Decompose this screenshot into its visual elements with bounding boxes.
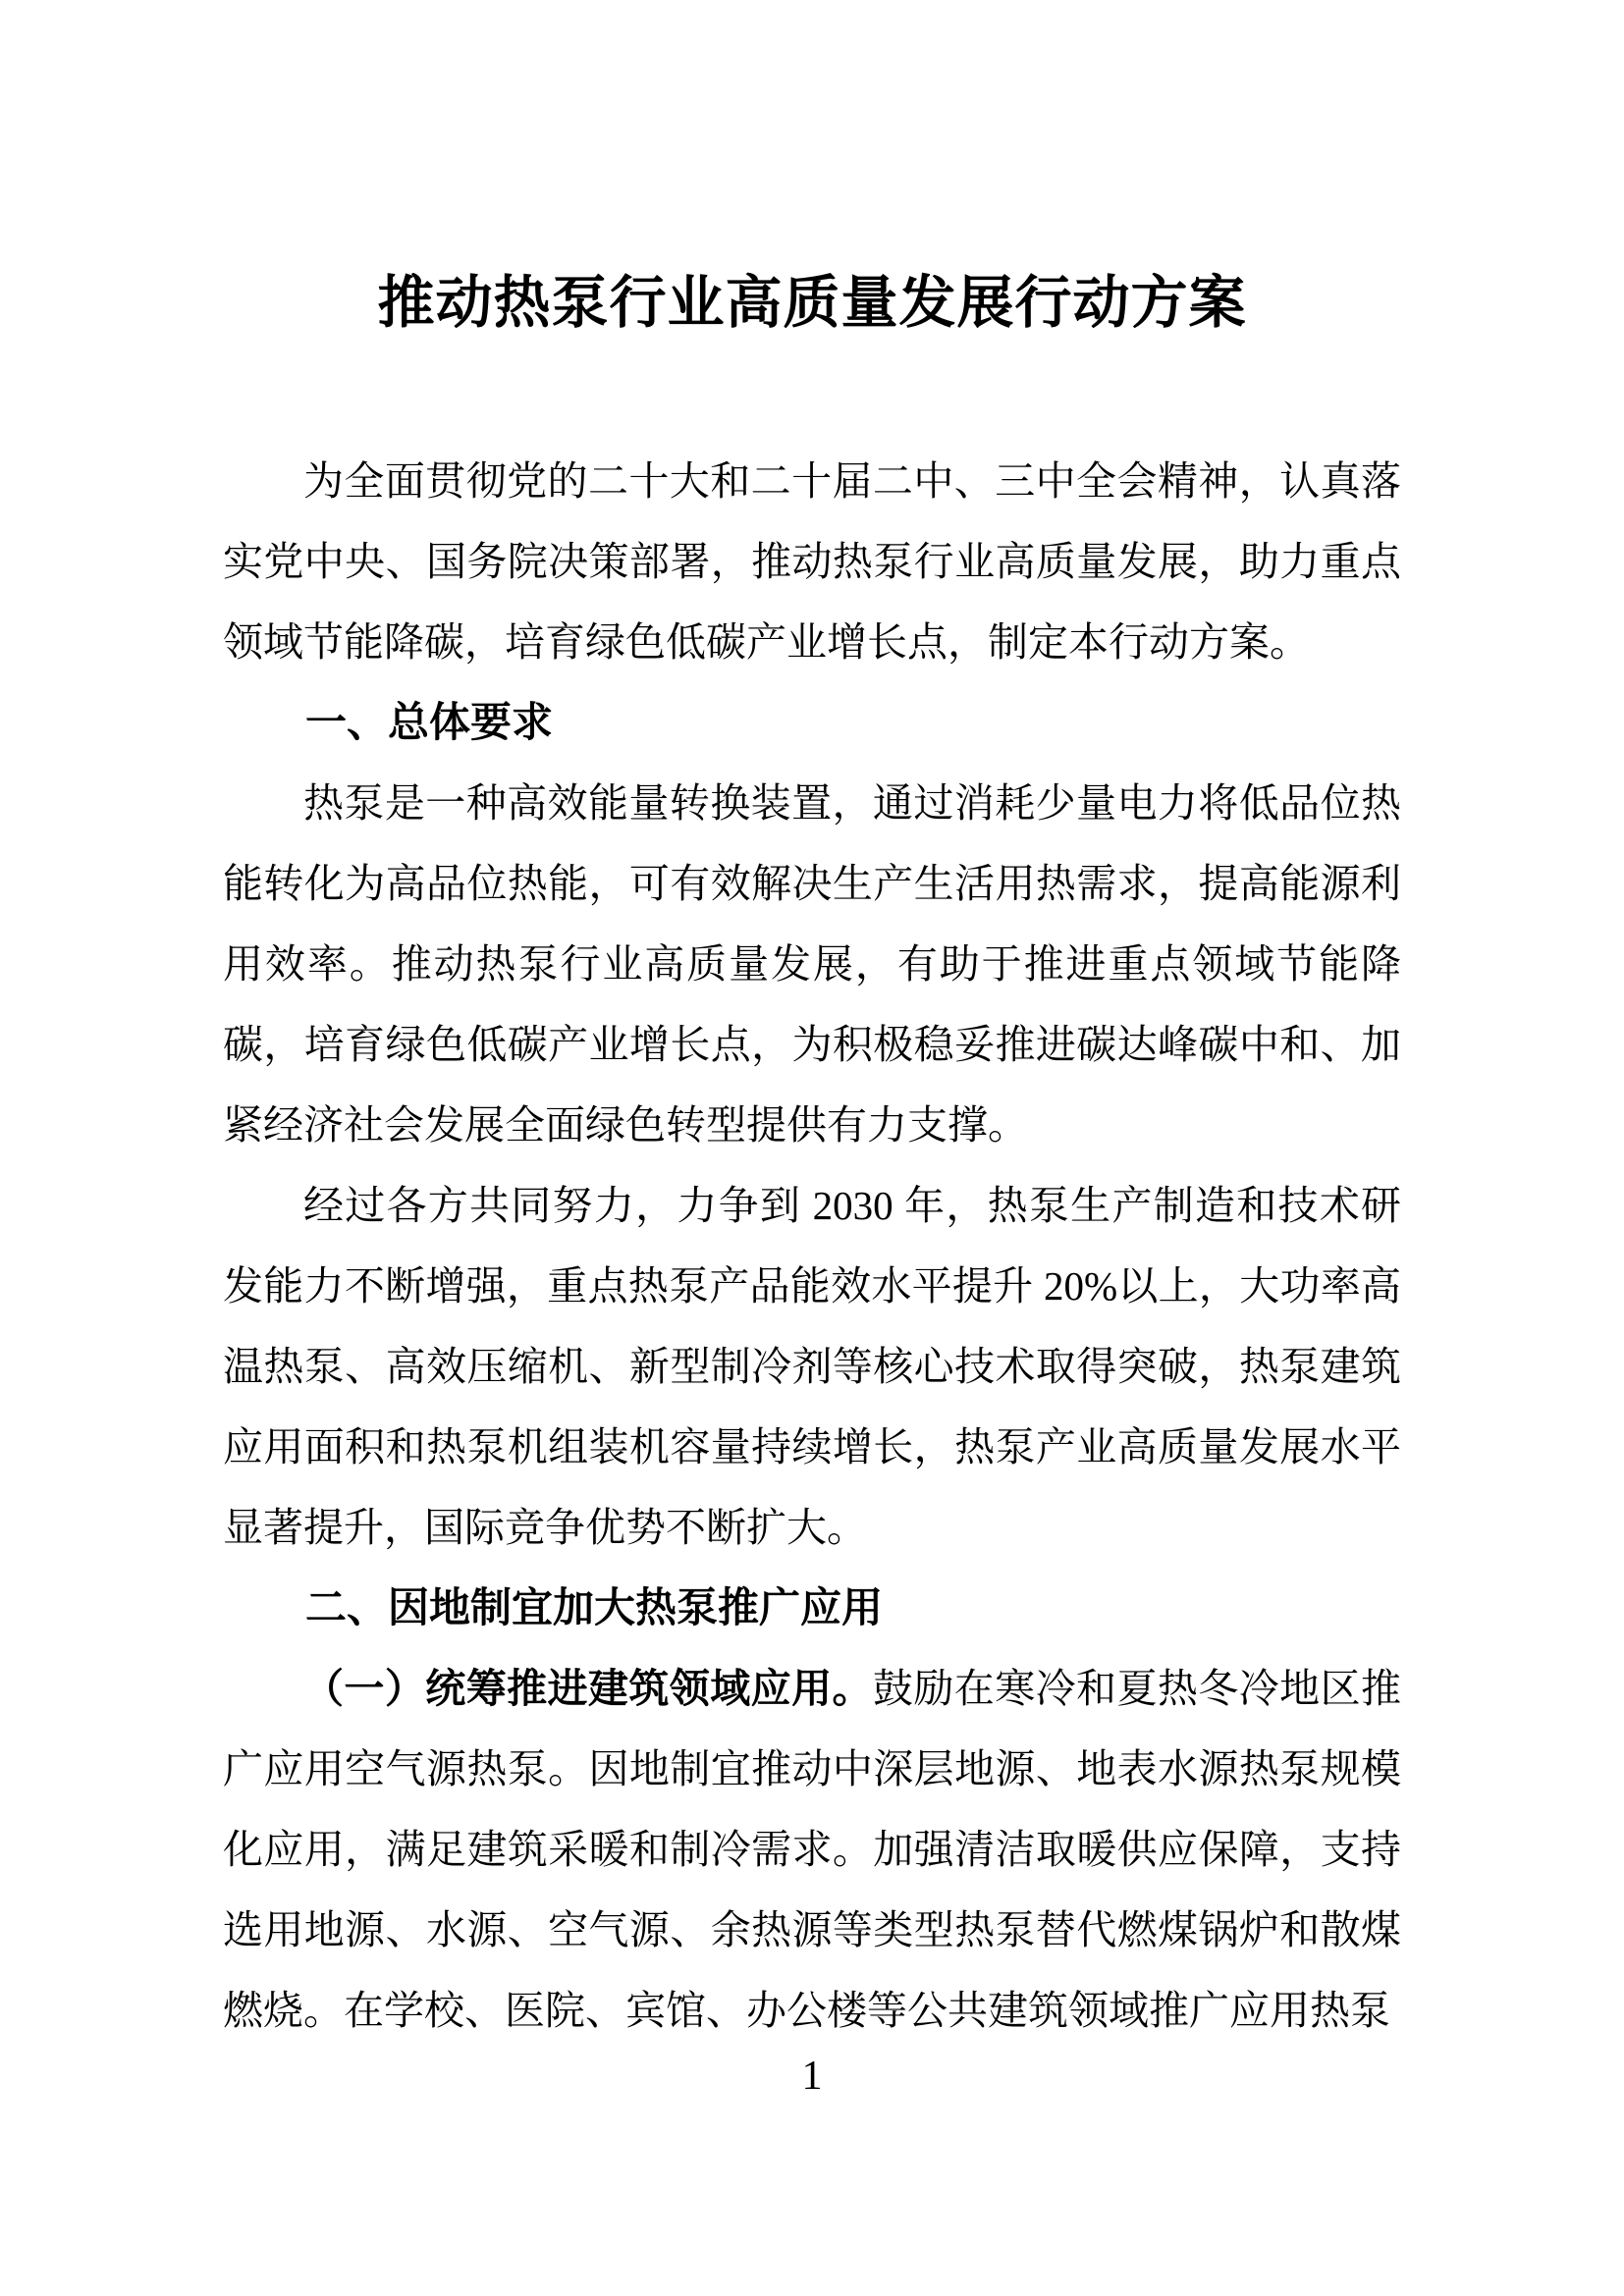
document-body (223, 441, 1401, 2051)
paragraph-intro: 为全面贯彻党的二十大和二十届二中、三中全会精神，认真落实党中央、国务院决策部署，推动热泵行业高质量发展，助力重点领域节能降碳，培育绿色低碳产业增长点，制定本行动方案。 (223, 458, 1401, 665)
paragraph-goals: 经过各方共同努力，力争到 2030 年，热泵生产制造和技术研发能力不断增强，重点热泵产品能效水平提升 20%以上，大功率高温热泵、高效压缩机、新型制冷剂等核心技术取得突破，热泵建筑应用面积和热泵机组装机容量持续增长，热泵产业高质量发展水平显著提升，国际竞争优势不断扩大。 (223, 1183, 1401, 1550)
section-heading-1: 一、总体要求 (305, 699, 554, 745)
section-heading-2: 二、因地制宜加大热泵推广应用 (305, 1584, 884, 1630)
document-title: 推动热泵行业高质量发展行动方案 (377, 271, 1247, 335)
paragraph-item-1 (223, 1648, 1401, 2051)
item-1-text: 鼓励在寒冷和夏热冬冷地区推广应用空气源热泵。因地制宜推动中深层地源、地表水源热泵规模化应用，满足建筑采暖和制冷需求。加强清洁取暖供应保障，支持选用地源、水源、空气源、余热源等类型热泵替代燃煤锅炉和散煤燃烧。在学校、医院、宾馆、办公楼等公共建筑领域推广应用热泵 (223, 1666, 1401, 2033)
item-1-lead: （一）统筹推进建筑领域应用。 (303, 1666, 873, 1711)
page-number: 1 (801, 2054, 823, 2099)
paragraph-overview: 热泵是一种高效能量转换装置，通过消耗少量电力将低品位热能转化为高品位热能，可有效解决生产生活用热需求，提高能源利用效率。推动热泵行业高质量发展，有助于推进重点领域节能降碳，培育绿色低碳产业增长点，为积极稳妥推进碳达峰碳中和、加紧经济社会发展全面绿色转型提供有力支撑。 (223, 780, 1401, 1148)
